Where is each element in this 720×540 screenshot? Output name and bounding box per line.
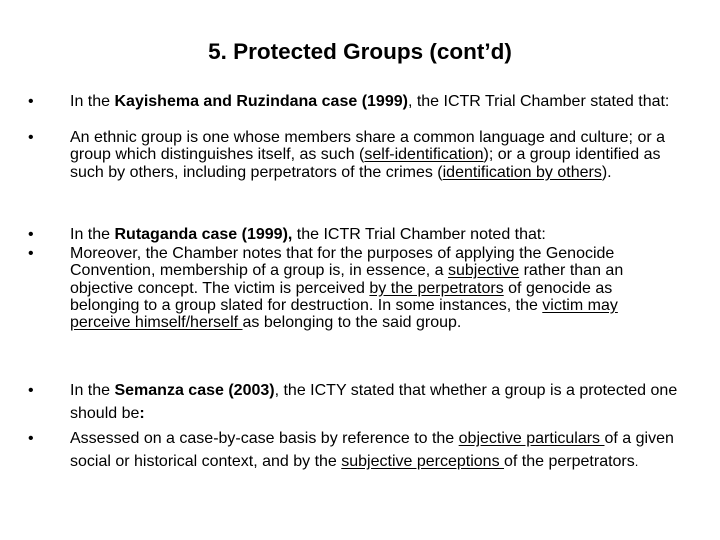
case-name-kayishema: Kayishema and Ruzindana case (1999) <box>114 93 408 110</box>
underlined-objective-particulars: objective particulars <box>458 430 605 447</box>
underlined-identification-by-others: identification by others <box>442 163 602 181</box>
bullet-marker: • <box>28 382 34 399</box>
bullet-marker: • <box>28 226 34 243</box>
underlined-subjective: subjective <box>447 262 520 280</box>
underlined-subjective-perceptions: subjective perceptions <box>341 453 505 470</box>
bullet-marker: • <box>28 93 34 110</box>
bullet-marker: • <box>28 129 34 146</box>
bullet-semanza-quote: Assessed on a case-by-case basis by reference to the objective particulars of a given social or historical context, and by the subjective perceptions of the perpetrators. <box>70 430 674 470</box>
bullet-rutaganda-intro: In the Rutaganda case (1999), the ICTR Trial Chamber noted that: <box>70 226 546 243</box>
underlined-victim-may-perceive: victim may perceive himself/herself <box>70 296 618 332</box>
bullet-rutaganda-quote: Moreover, the Chamber notes that for the purposes of applying the Genocide Convention, membership of a group is, in essence, a subjective rather than an objective concept. The victim is perceived by the perpetrators of genocide as belonging to a group slated for destruction. In some instances, the victim may perceive himself/herself as belonging to the said group. <box>70 245 624 332</box>
bullet-marker: • <box>28 430 34 447</box>
case-name-semanza: Semanza case (2003) <box>114 382 275 399</box>
bullet-semanza-intro: In the Semanza case (2003), the ICTY stated that whether a group is a protected one should be: <box>70 382 678 422</box>
case-name-rutaganda: Rutaganda case (1999), <box>114 226 293 243</box>
underlined-self-identification: self-identification <box>364 146 484 164</box>
bullet-kayishema-intro: In the Kayishema and Ruzindana case (1999), the ICTR Trial Chamber stated that: <box>70 93 670 110</box>
bullet-kayishema-quote: An ethnic group is one whose members share a common language and culture; or a group which distinguishes itself, as such (self-identification); or a group identified as such by others, including perpetrators of the crimes (identification by others). <box>70 129 666 181</box>
underlined-by-the-perpetrators: by the perpetrators <box>369 279 504 297</box>
slide-title: 5. Protected Groups (cont’d) <box>208 39 512 64</box>
bullet-marker: • <box>28 245 34 262</box>
